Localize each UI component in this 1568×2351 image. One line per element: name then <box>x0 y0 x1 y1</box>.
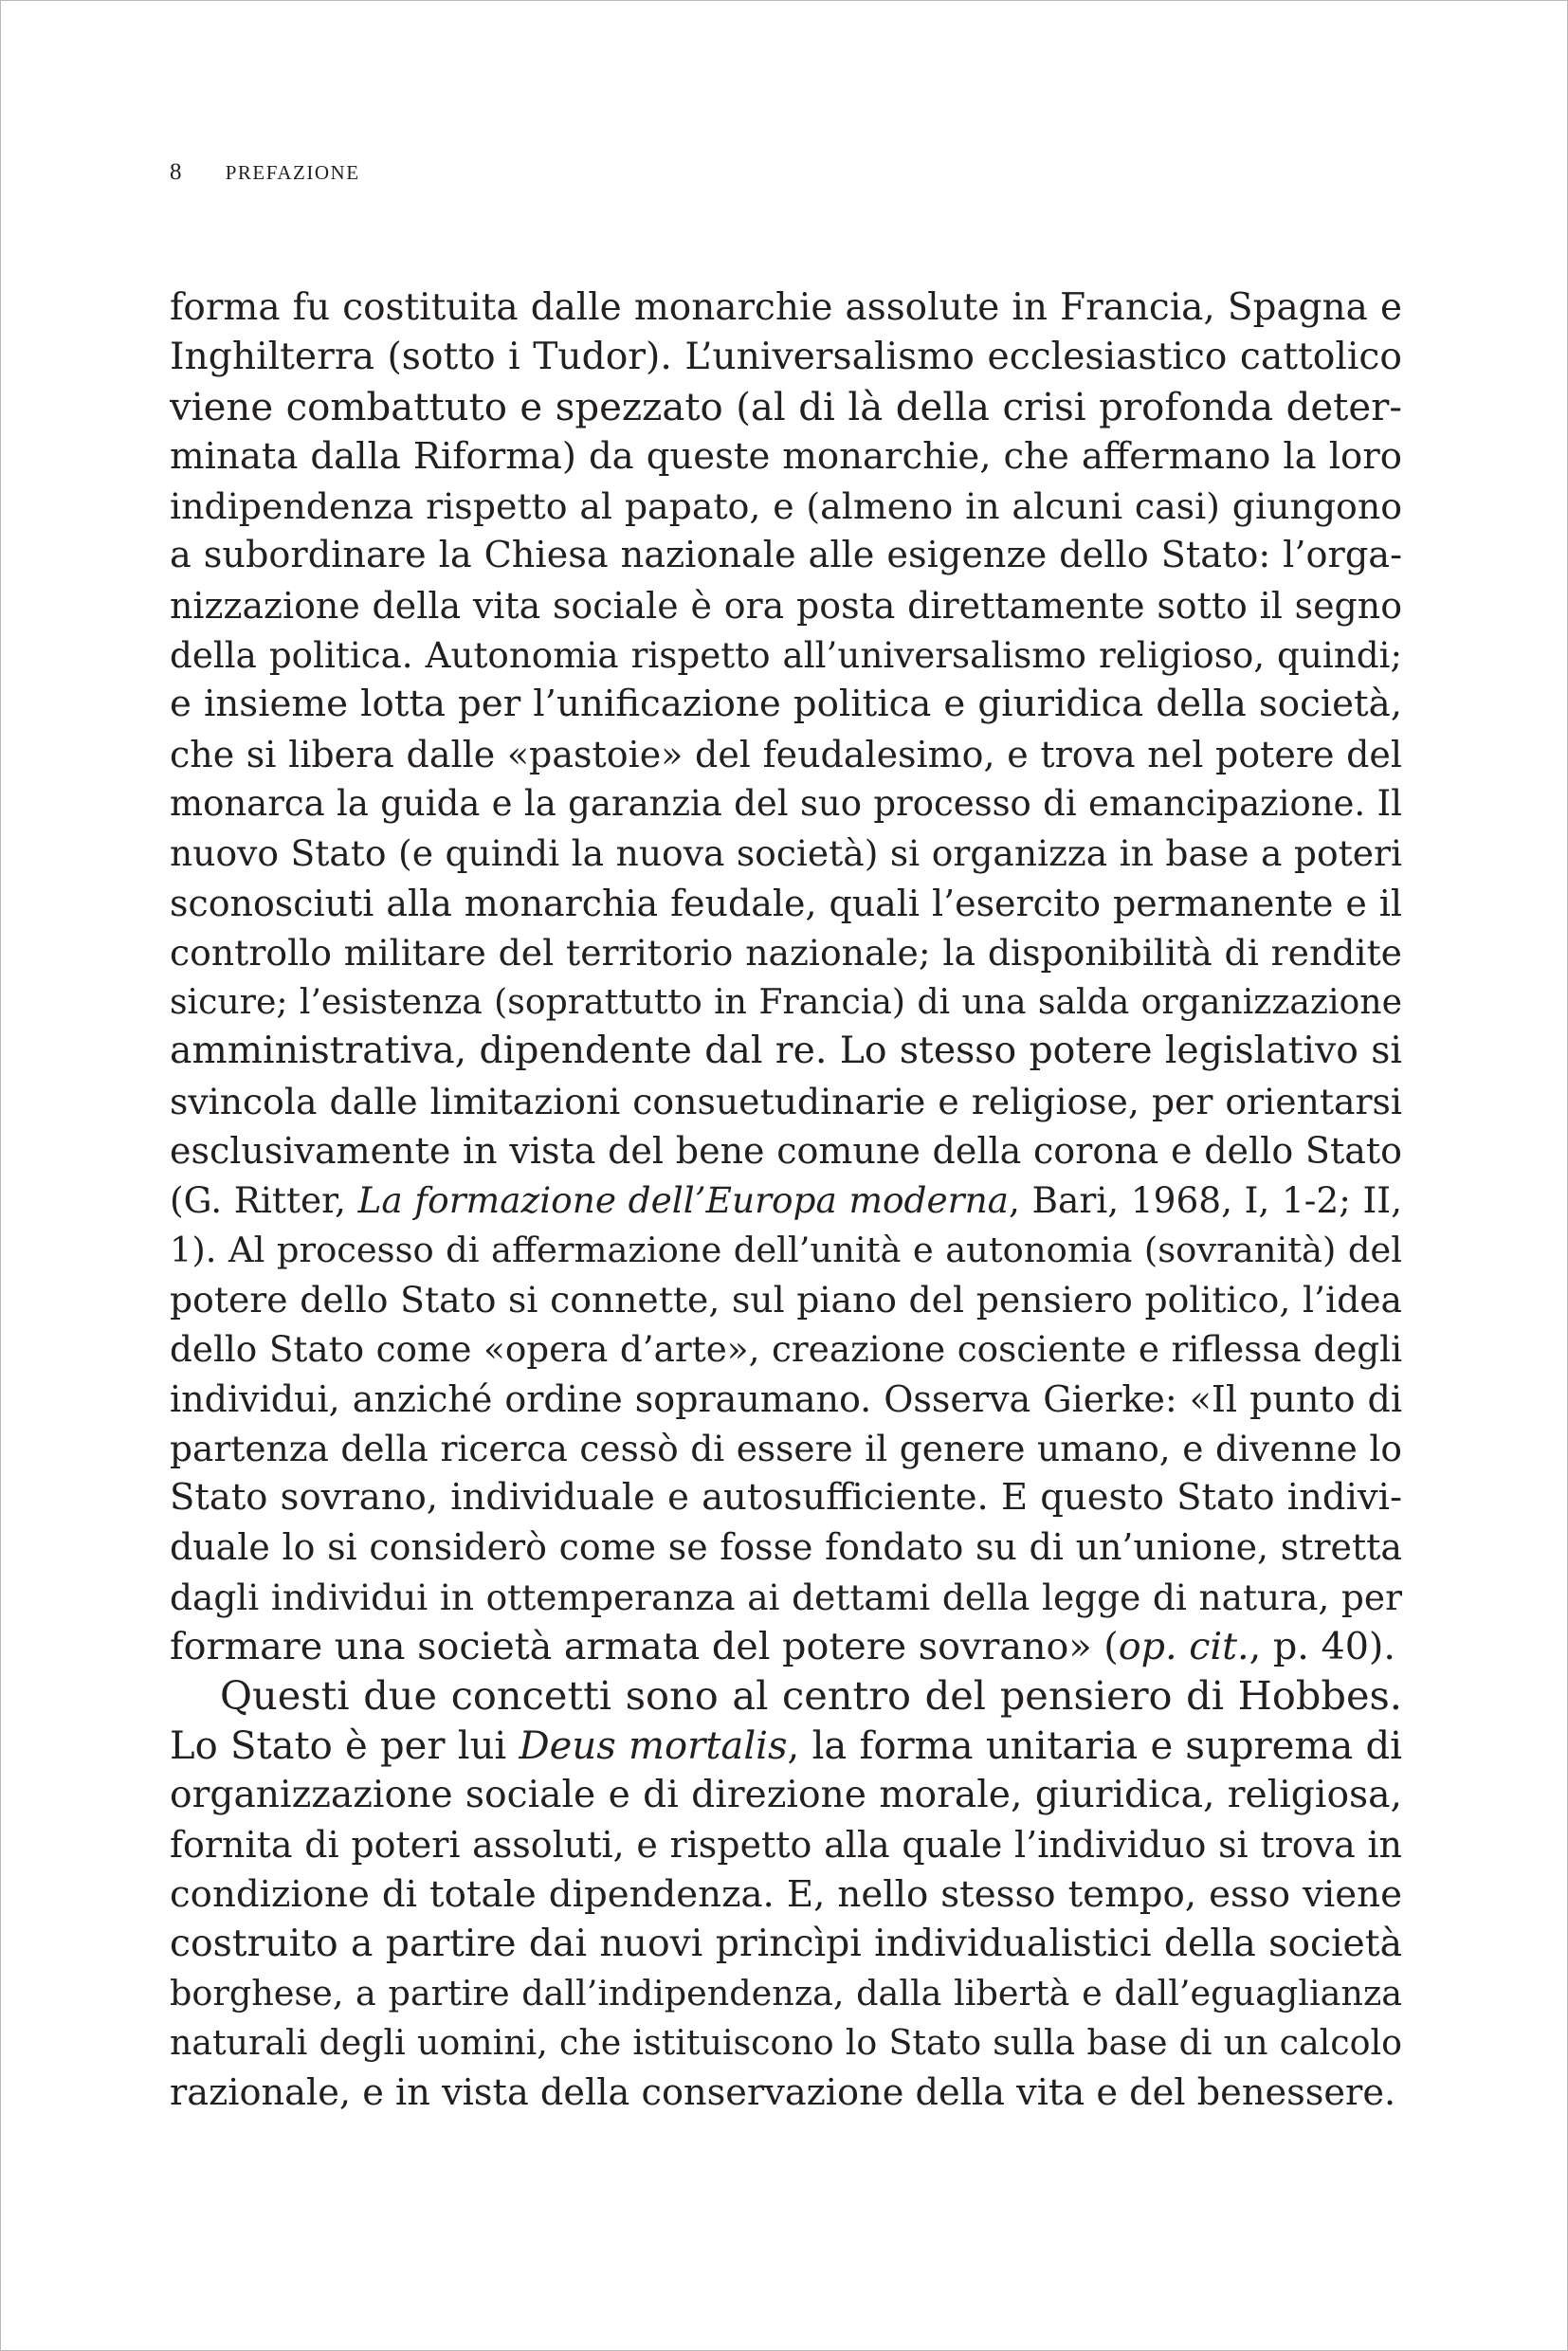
text-line <box>170 2069 1402 2118</box>
text-segment: , la forma unitaria e suprema di <box>787 1723 1402 1768</box>
text-line <box>170 1622 1402 1671</box>
paragraph <box>170 1671 1402 2118</box>
text-segment: monarca la guida e la garanzia del suo processo di emancipazione. Il <box>170 782 1402 824</box>
text-line <box>170 482 1402 531</box>
text-line <box>170 531 1402 580</box>
text-segment: Stato sovrano, individuale e autosufficiente. E questo Stato indivi- <box>170 1476 1402 1520</box>
text-line <box>170 2018 1402 2068</box>
text-segment: razionale, e in vista della conservazione della vita e del benessere. <box>170 2070 1396 2114</box>
text-segment: sicure; l’esistenza (soprattutto in Francia) di una salda organizzazione <box>170 981 1402 1023</box>
text-segment: 1). Al processo di affermazione dell’unità e autonomia (sovranità) del <box>170 1229 1402 1270</box>
text-segment: partenza della ricerca cessò di essere il genere umano, e divenne lo <box>170 1427 1402 1469</box>
text-line <box>170 1375 1402 1424</box>
text-segment: forma fu costituita dalle monarchie assolute in Francia, Spagna e <box>170 286 1402 329</box>
text-segment: Lo Stato è per lui <box>170 1723 520 1768</box>
text-line <box>170 879 1402 928</box>
text-segment: organizzazione sociale e di direzione morale, giuridica, religiosa, <box>170 1773 1402 1816</box>
text-segment: fornita di poteri assoluti, e rispetto alla quale l’individuo si trova in <box>170 1824 1402 1867</box>
text-segment: indipendenza rispetto al papato, e (almeno in alcuni casi) giungono <box>170 485 1402 528</box>
text-line <box>170 1324 1402 1374</box>
text-line <box>170 581 1402 630</box>
text-line <box>170 1027 1402 1076</box>
text-line <box>170 1522 1402 1572</box>
text-segment: formare una società armata del potere sovrano» ( <box>170 1625 1119 1669</box>
text-line <box>170 432 1402 482</box>
text-segment: dello Stato come «opera d’arte», creazione cosciente e riflessa degli <box>170 1328 1402 1371</box>
text-segment: potere dello Stato si connette, sul piano del pensiero politico, l’idea <box>170 1278 1402 1321</box>
italic-text: La formazione dell’Europa moderna <box>357 1179 1010 1222</box>
text-line <box>170 680 1402 729</box>
running-head <box>170 157 360 188</box>
text-segment: individui, anziché ordine sopraumano. Osserva Gierke: «Il punto di <box>170 1377 1402 1420</box>
text-segment: Inghilterra (sotto i Tudor). L’universalismo ecclesiastico cattolico <box>170 336 1402 379</box>
text-segment: , Bari, 1968, I, 1-2; II, <box>1009 1179 1402 1222</box>
text-segment: nizzazione della vita sociale è ora posta direttamente sotto il segno <box>170 584 1402 627</box>
text-line <box>170 1771 1402 1820</box>
text-line <box>170 730 1402 779</box>
text-segment: Questi due concetti sono al centro del pensiero di Hobbes. <box>220 1672 1402 1720</box>
text-line <box>170 977 1402 1027</box>
text-line <box>170 283 1402 333</box>
text-segment: dagli individui in ottemperanza ai dettami della legge di natura, per <box>170 1576 1402 1618</box>
text-segment: a subordinare la Chiesa nazionale alle esigenze dello Stato: l’orga- <box>170 535 1402 577</box>
text-line <box>170 1820 1402 1869</box>
text-line <box>170 1077 1402 1126</box>
text-line <box>170 1473 1402 1522</box>
text-line <box>170 1176 1402 1225</box>
text-line <box>170 1722 1402 1771</box>
text-segment: (G. Ritter, <box>170 1179 358 1222</box>
text-segment: minata dalla Riforma) da queste monarchie, che affermano la loro <box>170 434 1402 478</box>
text-line <box>170 928 1402 977</box>
text-line <box>170 1920 1402 1969</box>
text-line <box>170 383 1402 432</box>
body-text <box>170 283 1402 2118</box>
text-segment: naturali degli uomini, che istituiscono lo Stato sulla base di un calcolo <box>170 2022 1402 2064</box>
text-line <box>170 1275 1402 1324</box>
text-segment: e insieme lotta per l’unificazione politica e giuridica della società, <box>170 683 1402 726</box>
text-segment: che si libera dalle «pastoie» del feudalesimo, e trova nel potere del <box>170 733 1402 775</box>
text-segment: sconosciuti alla monarchia feudale, quali l’esercito permanente e il <box>170 882 1402 924</box>
text-line <box>170 1424 1402 1473</box>
text-line <box>170 1126 1402 1176</box>
italic-text: Deus mortalis <box>519 1723 788 1768</box>
text-line <box>170 1870 1402 1920</box>
text-line <box>170 829 1402 878</box>
text-segment: della politica. Autonomia rispetto all’universalismo religioso, quindi; <box>170 634 1402 677</box>
text-segment: esclusivamente in vista del bene comune della corona e dello Stato <box>170 1130 1402 1173</box>
section-title: PREFAZIONE <box>225 161 360 184</box>
text-line <box>170 1226 1402 1275</box>
text-line <box>170 779 1402 829</box>
text-segment: amministrativa, dipendente dal re. Lo stesso potere legislativo si <box>170 1030 1402 1073</box>
text-segment: borghese, a partire dall’indipendenza, dalla libertà e dall’eguaglianza <box>170 1973 1402 2014</box>
text-segment: svincola dalle limitazioni consuetudinarie e religiose, per orientarsi <box>170 1080 1402 1122</box>
text-segment: costruito a partire dai nuovi princìpi individualistici della società <box>170 1922 1402 1965</box>
text-segment: viene combattuto e spezzato (al di là della crisi profonda deter- <box>170 385 1402 429</box>
italic-text: op. cit. <box>1118 1625 1249 1669</box>
text-segment: nuovo Stato (e quindi la nuova società) si organizza in base a poteri <box>170 832 1402 875</box>
text-segment: , p. 40). <box>1249 1625 1396 1669</box>
text-line <box>170 333 1402 382</box>
text-line <box>170 1671 1402 1721</box>
page-number: 8 <box>170 159 182 185</box>
text-line <box>170 1573 1402 1622</box>
text-segment: duale lo si considerò come se fosse fondato su di un’unione, stretta <box>170 1526 1402 1569</box>
text-line <box>170 630 1402 680</box>
text-segment: controllo militare del territorio nazionale; la disponibilità di rendite <box>170 931 1402 974</box>
text-line <box>170 1969 1402 2018</box>
paragraph <box>170 283 1402 1671</box>
text-segment: condizione di totale dipendenza. E, nello stesso tempo, esso viene <box>170 1872 1402 1916</box>
